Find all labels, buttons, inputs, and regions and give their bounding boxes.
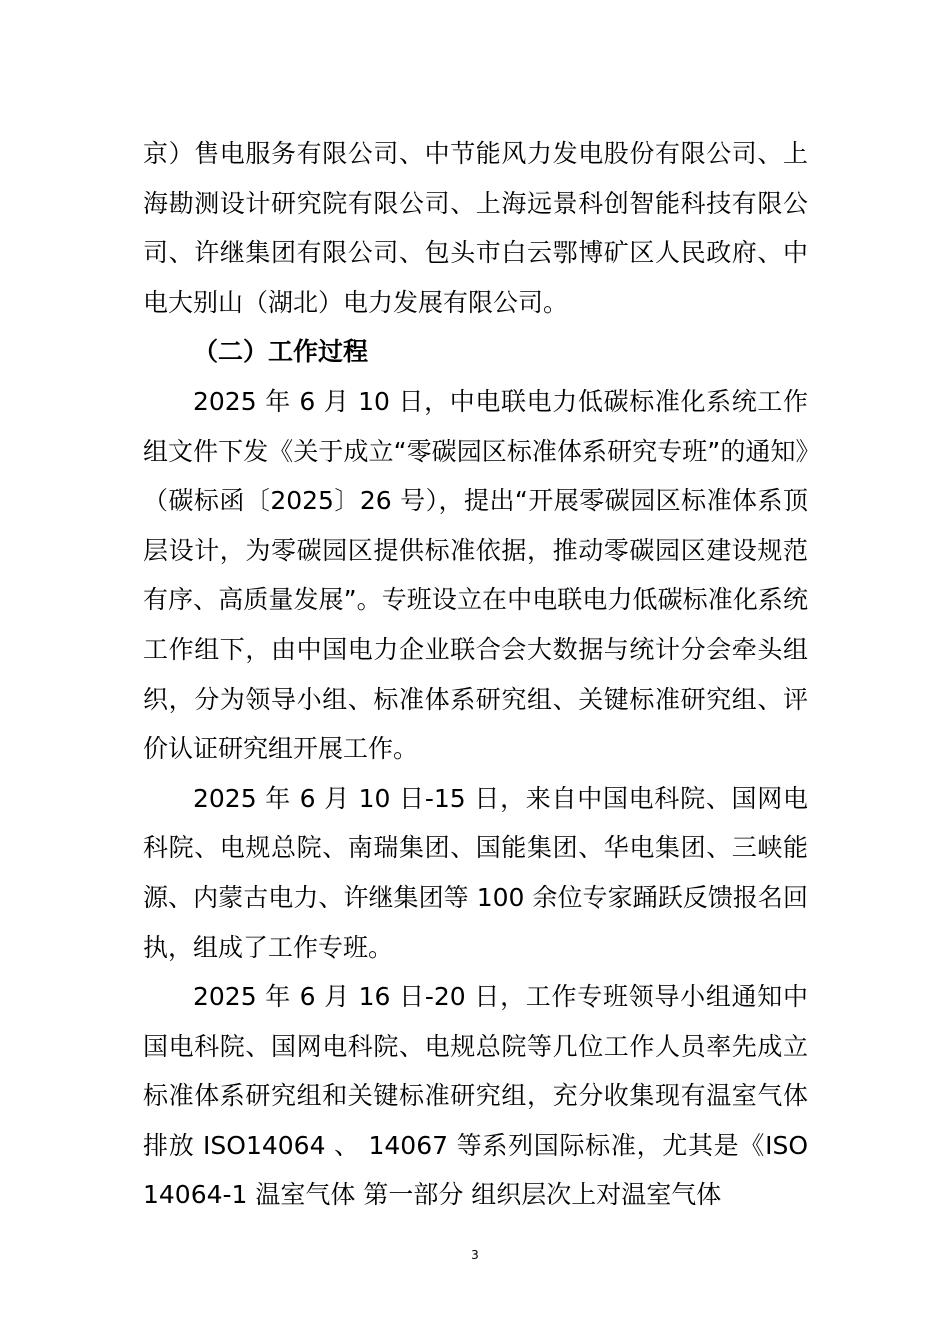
section-heading: （二）工作过程	[193, 337, 369, 367]
document-body	[143, 129, 808, 1220]
paragraph: 2025 年 6 月 10 日-15 日，来自中国电科院、国网电科院、电规总院、南瑞集团、国能集团、华电集团、三峡能源、内蒙古电力、许继集团等 100 余位专家踊跃反馈报名回执，组成了工作专班。	[143, 783, 808, 962]
page-number: 3	[471, 1248, 479, 1262]
paragraph: 2025 年 6 月 16 日-20 日，工作专班领导小组通知中国电科院、国网电科院、电规总院等几位工作人员率先成立标准体系研究组和关键标准研究组，充分收集现有温室气体排放 ISO14064 、 14067 等系列国际标准，尤其是《ISO14064-1 温室气体 第一部分 组织层次上对温室气体	[143, 982, 808, 1210]
paragraph-continued: 京）售电服务有限公司、中节能风力发电股份有限公司、上海勘测设计研究院有限公司、上海远景科创智能科技有限公司、许继集团有限公司、包头市白云鄂博矿区人民政府、中电大别山（湖北）电力发展有限公司。	[143, 139, 808, 317]
paragraph: 2025 年 6 月 10 日，中电联电力低碳标准化系统工作组文件下发《关于成立“零碳园区标准体系研究专班”的通知》（碳标函〔2025〕26 号），提出“开展零碳园区标准体系顶层设计，为零碳园区提供标准依据，推动零碳园区建设规范有序、高质量发展”。专班设立在中电联电力低碳标准化系统工作组下，由中国电力企业联合会大数据与统计分会牵头组织，分为领导小组、标准体系研究组、关键标准研究组、评价认证研究组开展工作。	[143, 386, 808, 764]
